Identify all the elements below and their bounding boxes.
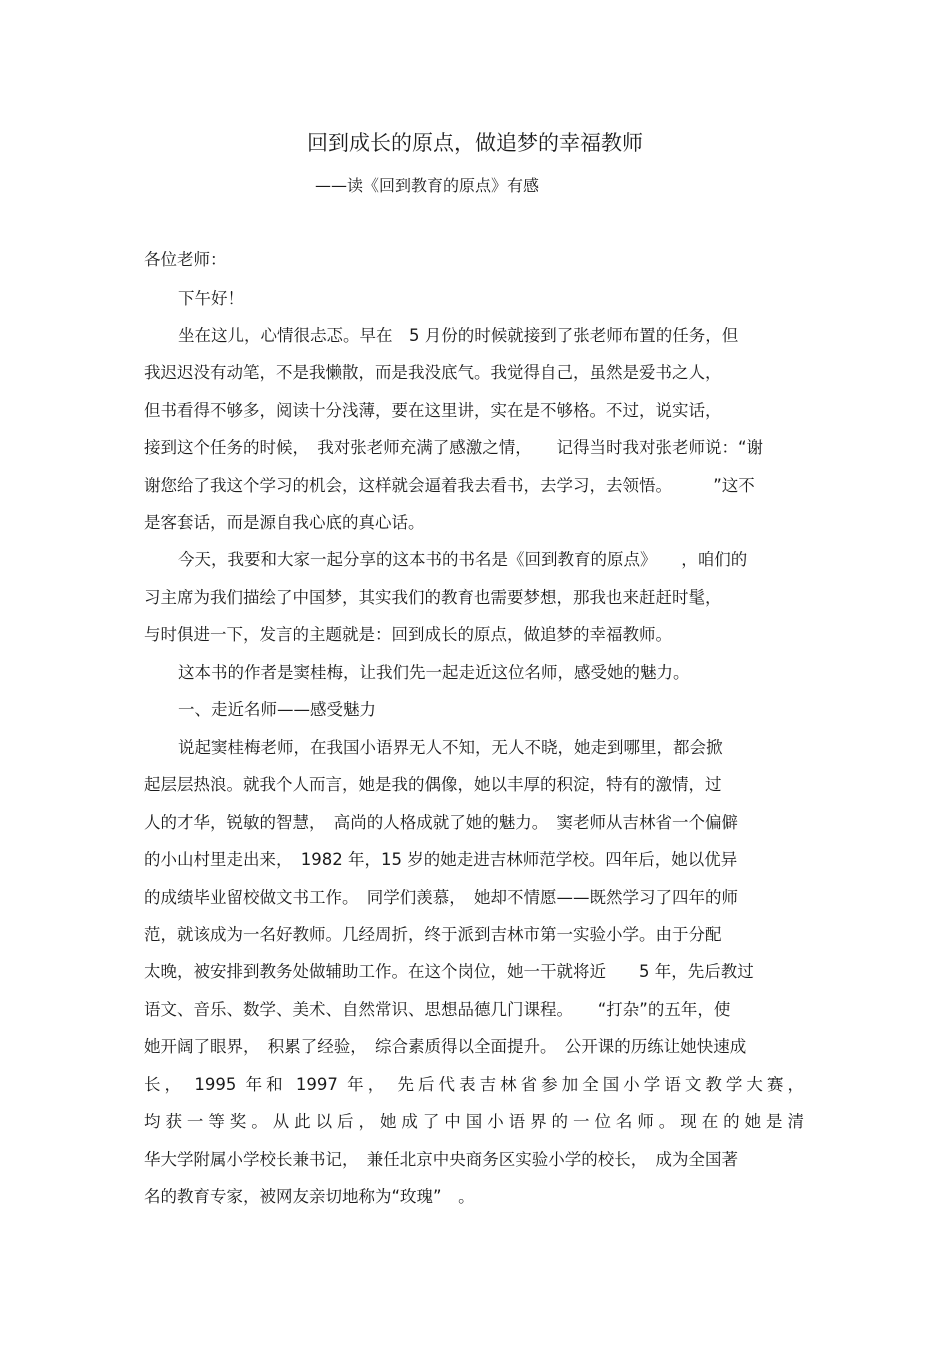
text-line: 与时俱进一下，发言的主题就是：回到成长的原点，做追梦的幸福教师。 xyxy=(144,625,672,644)
text-line: 范，就该成为一名好教师。几经周折，终于派到吉林市第一实验小学。由于分配 xyxy=(144,925,722,944)
text-line: 但书看得不够多，阅读十分浅薄，要在这里讲，实在是不够格。不过，说实话， xyxy=(144,401,722,420)
text-line: 长， 1995 年和 1997 年， 先后代表吉林省参加全国小学语文教学大赛， xyxy=(144,1075,804,1094)
text-line: 今天，我要和大家一起分享的这本书的书名是《回到教育的原点》 ，咱们的 xyxy=(178,550,748,569)
salutation: 各位老师： xyxy=(144,250,227,269)
text-line: 她开阔了眼界， 积累了经验， 综合素质得以全面提升。 公开课的历练让她快速成 xyxy=(144,1037,747,1056)
document-subtitle: ——读《回到教育的原点》有感 xyxy=(315,176,540,195)
text-line: 太晚，被安排到教务处做辅助工作。在这个岗位，她一干就将近 5 年，先后教过 xyxy=(144,962,754,981)
text-line: 谢您给了我这个学习的机会，这样就会逼着我去看书，去学习，去领悟。 ”这不 xyxy=(144,476,755,495)
document-title: 回到成长的原点，做追梦的幸福教师 xyxy=(307,131,643,155)
section-heading: 一、走近名师——感受魅力 xyxy=(178,700,376,719)
text-line: 起层层热浪。就我个人而言，她是我的偶像，她以丰厚的积淀，特有的激情，过 xyxy=(144,775,722,794)
text-line: 的成绩毕业留校做文书工作。 同学们羡慕， 她却不情愿——既然学习了四年的师 xyxy=(144,888,738,907)
text-line: 的小山村里走出来， 1982 年，15 岁的她走进吉林师范学校。四年后，她以优异 xyxy=(144,850,738,869)
text-line: 华大学附属小学校长兼书记， 兼任北京中央商务区实验小学的校长， 成为全国著 xyxy=(144,1150,738,1169)
text-line: 名的教育专家，被网友亲切地称为“玫瑰” 。 xyxy=(144,1187,475,1206)
text-line: 我迟迟没有动笔，不是我懒散，而是我没底气。我觉得自己，虽然是爱书之人， xyxy=(144,363,722,382)
text-line: 这本书的作者是窦桂梅，让我们先一起走近这位名师，感受她的魅力。 xyxy=(178,663,690,682)
greeting: 下午好！ xyxy=(178,289,244,308)
text-line: 习主席为我们描绘了中国梦，其实我们的教育也需要梦想，那我也来赶赶时髦， xyxy=(144,588,722,607)
text-line: 说起窦桂梅老师，在我国小语界无人不知，无人不晓，她走到哪里，都会掀 xyxy=(178,738,723,757)
text-line: 接到这个任务的时候， 我对张老师充满了感激之情， 记得当时我对张老师说：“谢 xyxy=(144,438,764,457)
text-line: 坐在这儿，心情很忐忑。早在 5 月份的时候就接到了张老师布置的任务，但 xyxy=(178,326,739,345)
text-line: 均获一等奖。从此以后，她成了中国小语界的一位名师。现在的她是清 xyxy=(144,1112,804,1131)
text-line: 是客套话，而是源自我心底的真心话。 xyxy=(144,513,425,532)
text-line: 语文、音乐、数学、美术、自然常识、思想品德几门课程。 “打杂”的五年，使 xyxy=(144,1000,731,1019)
text-line: 人的才华，锐敏的智慧， 高尚的人格成就了她的魅力。 窦老师从吉林省一个偏僻 xyxy=(144,813,738,832)
